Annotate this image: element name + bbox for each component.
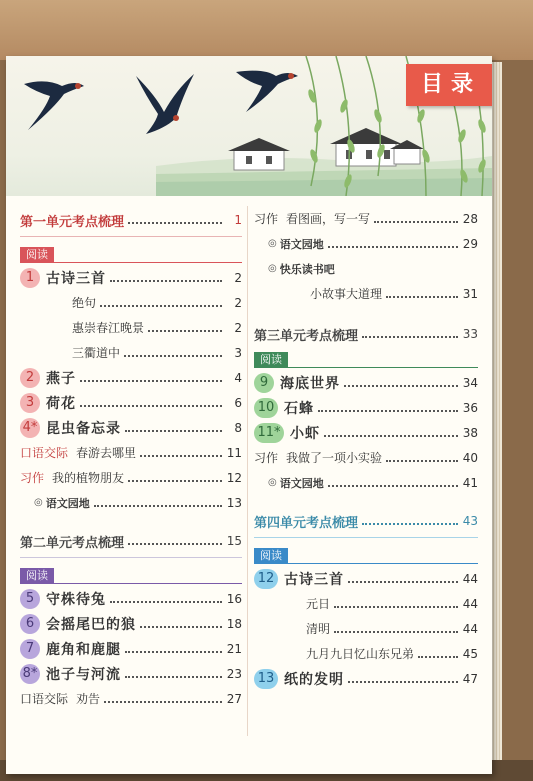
toc-entry-garden[interactable] (254, 231, 478, 256)
leader-dots (125, 651, 222, 653)
section-tag-reading (20, 243, 242, 265)
entry-label: 纸的发明 (284, 671, 344, 688)
page-number: 3 (234, 345, 242, 360)
entry-label: 海底世界 (280, 375, 340, 392)
toc-entry-sub[interactable] (254, 281, 478, 306)
entry-prefix: 习作 (254, 451, 279, 465)
entry-label: 语文园地 (45, 496, 90, 510)
page-number: 47 (462, 671, 478, 686)
entry-label: 荷花 (46, 395, 76, 412)
leader-dots (94, 505, 222, 507)
entry-label: 第四单元考点梳理 (254, 515, 359, 531)
toc-entry-writing[interactable] (254, 445, 478, 470)
lesson-number: 12 (254, 569, 278, 589)
entry-label: 快乐读书吧 (279, 262, 335, 276)
toc-left-column (20, 206, 242, 711)
entry-label: 第三单元考点梳理 (254, 328, 359, 344)
toc-entry-writing[interactable] (20, 465, 242, 490)
page-number: 8 (234, 420, 242, 435)
toc-entry-lesson[interactable] (20, 265, 242, 290)
page-number: 18 (226, 616, 242, 631)
page-number: 31 (462, 286, 478, 301)
entry-label: 语文园地 (279, 237, 324, 251)
entry-label: 燕子 (46, 370, 76, 387)
page-number: 44 (462, 596, 478, 611)
page-number: 44 (462, 621, 478, 636)
entry-label: 春游去哪里 (76, 446, 137, 460)
leader-dots (124, 355, 222, 357)
leader-dots (104, 701, 222, 703)
garden-icon: ◎ (268, 477, 277, 488)
page-number: 2 (234, 320, 242, 335)
lesson-number: 4* (20, 418, 40, 438)
lesson-number: 2 (20, 368, 40, 388)
leader-dots (334, 606, 458, 608)
page-number: 16 (226, 591, 242, 606)
toc-entry-sub[interactable] (254, 641, 478, 666)
toc-entry-lesson[interactable] (254, 666, 478, 691)
tag-label: 阅读 (20, 568, 54, 584)
page-number: 21 (226, 641, 242, 656)
tag-label: 阅读 (254, 548, 288, 564)
toc-entry-writing[interactable] (254, 206, 478, 231)
page-number: 29 (462, 236, 478, 251)
entry-label: 小虾 (290, 425, 320, 442)
tag-line (20, 583, 242, 584)
leader-dots (362, 336, 458, 338)
toc-entry-lesson[interactable] (20, 586, 242, 611)
entry-label: 三衢道中 (72, 346, 121, 360)
lesson-number: 13 (254, 669, 278, 689)
swallow-icon (136, 74, 194, 134)
entry-label: 古诗三首 (284, 571, 344, 588)
toc-entry-garden[interactable] (20, 490, 242, 515)
toc-entry-unit2[interactable] (20, 527, 242, 555)
page-number: 2 (234, 295, 242, 310)
leader-dots (100, 305, 222, 307)
page-number: 13 (226, 495, 242, 510)
entry-label: 语文园地 (279, 476, 324, 490)
leader-dots (318, 410, 458, 412)
page-number: 15 (226, 534, 242, 548)
toc-entry-sub[interactable] (20, 290, 242, 315)
entry-label: 古诗三首 (46, 270, 106, 287)
toc-entry-unit3[interactable] (254, 320, 478, 348)
entry-label: 看图画，写一写 (286, 212, 371, 226)
toc-entry-sub[interactable] (20, 315, 242, 340)
leader-dots (418, 656, 458, 658)
entry-label: 惠崇春江晚景 (72, 321, 145, 335)
toc-entry-sub[interactable] (20, 340, 242, 365)
lesson-number: 9 (254, 373, 274, 393)
toc-entry-lesson[interactable] (20, 390, 242, 415)
tag-line (254, 563, 478, 564)
leader-dots (344, 385, 458, 387)
garden-icon: ◎ (268, 238, 277, 249)
entry-label: 绝句 (72, 296, 97, 310)
section-tag-reading (20, 564, 242, 586)
toc-entry-sub[interactable] (254, 616, 478, 641)
toc-entry-oral[interactable] (20, 440, 242, 465)
page-number: 33 (462, 327, 478, 341)
lesson-number: 10 (254, 398, 278, 418)
leader-dots (125, 430, 222, 432)
toc-entry-reading-bar[interactable] (254, 256, 478, 281)
toc-entry-lesson[interactable] (20, 636, 242, 661)
page-number: 44 (462, 571, 478, 586)
entry-label: 劝告 (76, 692, 101, 706)
page-number: 27 (226, 691, 242, 706)
page-number: 1 (234, 213, 242, 227)
leader-dots (110, 601, 222, 603)
toc-entry-unit1[interactable] (20, 206, 242, 234)
house-icon (330, 128, 402, 166)
reading-icon: ◎ (268, 263, 277, 274)
toc-entry-lesson[interactable] (254, 370, 478, 395)
swallow-icon (236, 71, 298, 112)
leader-dots (328, 485, 458, 487)
entry-label: 石蜂 (284, 400, 314, 417)
leader-dots (324, 435, 458, 437)
page-number: 40 (462, 450, 478, 465)
page-number: 6 (234, 395, 242, 410)
leader-dots (362, 523, 458, 525)
entry-label: 第一单元考点梳理 (20, 214, 125, 230)
page-number: 23 (226, 666, 242, 681)
leader-dots (148, 330, 222, 332)
toc-entry-garden[interactable] (254, 470, 478, 495)
page-number: 2 (234, 270, 242, 285)
leader-dots (80, 405, 222, 407)
banner (6, 56, 492, 196)
lesson-number: 7 (20, 639, 40, 659)
section-tag-reading (254, 544, 478, 566)
entry-prefix: 习作 (20, 471, 45, 485)
leader-dots (110, 280, 222, 282)
tag-label: 阅读 (254, 352, 288, 368)
toc-entry-sub[interactable] (254, 591, 478, 616)
page-title: 目录 (406, 64, 492, 106)
garden-icon: ◎ (34, 497, 43, 508)
desk-background (0, 0, 533, 60)
entry-label: 小故事大道理 (310, 287, 383, 301)
toc-entry-lesson[interactable] (254, 420, 478, 445)
tag-line (254, 367, 478, 368)
swallow-icon (24, 81, 84, 130)
leader-dots (348, 581, 458, 583)
lesson-number: 8* (20, 664, 40, 684)
unit-underline (254, 537, 478, 538)
page-number: 36 (462, 400, 478, 415)
leader-dots (328, 246, 458, 248)
house-icon (228, 138, 290, 170)
page-number: 28 (462, 211, 478, 226)
page-number: 4 (234, 370, 242, 385)
tag-label: 阅读 (20, 247, 54, 263)
leader-dots (386, 460, 458, 462)
page-number: 38 (462, 425, 478, 440)
entry-label: 清明 (306, 622, 331, 636)
entry-label: 我做了一项小实验 (286, 451, 383, 465)
page-number: 43 (462, 514, 478, 528)
leader-dots (140, 455, 222, 457)
entry-label: 我的植物朋友 (52, 471, 125, 485)
unit-underline (20, 236, 242, 237)
column-divider (247, 206, 248, 736)
leader-dots (128, 543, 222, 545)
lesson-number: 1 (20, 268, 40, 288)
toc-entry-lesson[interactable] (20, 661, 242, 686)
page-number: 45 (462, 646, 478, 661)
toc-entry-lesson[interactable] (20, 611, 242, 636)
toc-entry-lesson[interactable] (254, 566, 478, 591)
leader-dots (128, 480, 222, 482)
leader-dots (386, 296, 458, 298)
leader-dots (80, 380, 222, 382)
unit-underline (20, 557, 242, 558)
leader-dots (334, 631, 458, 633)
page-number: 12 (226, 470, 242, 485)
entry-prefix: 口语交际 (20, 692, 69, 706)
page-number: 41 (462, 475, 478, 490)
entry-label: 九月九日忆山东兄弟 (306, 647, 415, 661)
entry-label: 元日 (306, 597, 331, 611)
toc-entry-lesson[interactable] (254, 395, 478, 420)
leader-dots (140, 626, 222, 628)
leader-dots (128, 222, 222, 224)
toc-entry-unit4[interactable] (254, 507, 478, 535)
toc-page (6, 56, 492, 774)
tag-line (20, 262, 242, 263)
entry-label: 守株待兔 (46, 591, 106, 608)
lesson-number: 5 (20, 589, 40, 609)
lesson-number: 6 (20, 614, 40, 634)
entry-prefix: 口语交际 (20, 446, 69, 460)
leader-dots (348, 681, 458, 683)
page-number: 34 (462, 375, 478, 390)
toc-right-column (254, 206, 478, 691)
toc-entry-lesson[interactable] (20, 415, 242, 440)
toc-entry-lesson[interactable] (20, 365, 242, 390)
lesson-number: 3 (20, 393, 40, 413)
entry-label: 池子与河流 (46, 666, 121, 683)
entry-label: 会摇尾巴的狼 (46, 616, 136, 633)
section-tag-reading (254, 348, 478, 370)
lesson-number: 11* (254, 423, 284, 443)
entry-prefix: 习作 (254, 212, 279, 226)
entry-label: 昆虫备忘录 (46, 420, 121, 437)
entry-label: 鹿角和鹿腿 (46, 641, 121, 658)
page-number: 11 (226, 445, 242, 460)
entry-label: 第二单元考点梳理 (20, 535, 125, 551)
toc-entry-oral[interactable] (20, 686, 242, 711)
leader-dots (125, 676, 222, 678)
leader-dots (374, 221, 458, 223)
